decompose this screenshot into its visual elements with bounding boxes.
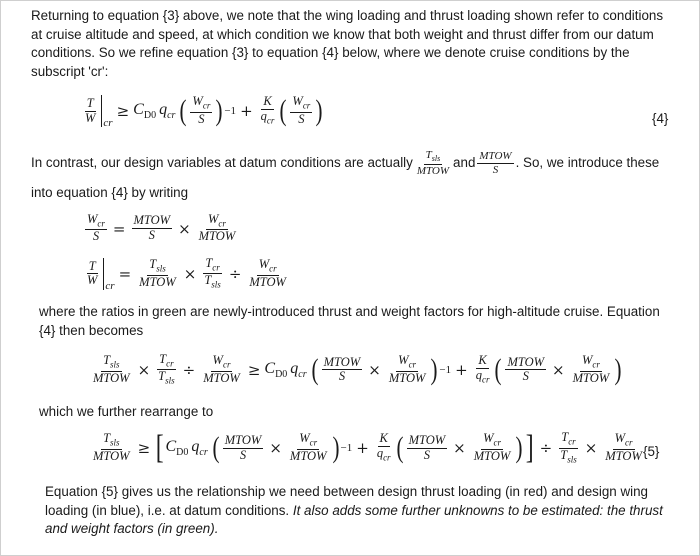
equation-thrust-loading-identity: $\frac{T}{W}$ cr = $\frac{T_{sls}}{\text{MTOW}}$ × $\frac{T_{cr}}{T_{sls}}$ ÷ $\frac{W_{cr}}{\text{MTOW}}$ xyxy=(87,256,286,292)
paragraph-factors: where the ratios in green are newly-introduced thrust and weight factors for high-altitude cruise. Equation {4} then becomes xyxy=(39,304,660,338)
paragraph-intro xyxy=(31,7,671,81)
equation-5: $\frac{T_{sls}}{\text{MTOW}}$ ≥ [ $C_{D0}$ $q_{cr}$ ( $\frac{\text{MTOW}}{S}$ × $\frac{W_{cr}}{\text{MTOW}}$ ) −1 + $\frac{K}{q_{cr}}$ ( $\frac{\text{MTOW}}{S}$ × $\frac{W_{cr}}{\text{MTOW}}$ ) ] ÷ $\frac{T_{cr}}{T_{sls}}$ × $\frac{W_{cr}}{\text{MTOW}}$ xyxy=(93,429,642,466)
equation-number-5: {5} xyxy=(643,444,660,459)
paragraph-rearrange: which we further rearrange to xyxy=(39,404,214,419)
conclusion-text: Equation {5} gives us the relationship we need between design thrust loading (in red) and design wing loading (in blue), i.e. at datum conditions. xyxy=(45,484,648,518)
thrust-loading-cr: $\frac{T}{W}$ cr xyxy=(85,95,113,129)
equation-wing-loading-identity: $\frac{W_{cr}}{S}$ = $\frac{\text{MTOW}}{S}$ × $\frac{W_{cr}}{\text{MTOW}}$ xyxy=(87,212,236,244)
paragraph-design-variables: In contrast, our design variables at datum conditions are actually $\frac{T_{sls}}{\text{MTOW}}$ and $\frac{\text{MTOW}}{S}$ . So, we introduce these xyxy=(31,149,660,177)
equation-4: $\frac{T}{W}$ cr ≥ $C_{D0}$ $q_{cr}$ ( $\frac{W_{cr}}{S}$ ) −1 + $\frac{K}{q_{cr}}$ ( $\frac{W_{cr}}{S}$ ) xyxy=(81,95,324,127)
paragraph-intro-text: Returning to equation {3} above, we note that the wing loading and thrust loading shown refer to conditions at cruise altitude and speed, at which condition we know that both weight and thrust differ from our datum conditions. So we refine equation {3} to equation {4} below, where we denote cruise conditions by the subscript 'cr': xyxy=(31,8,664,79)
paragraph-conclusion xyxy=(45,483,673,539)
equation-number-4: {4} xyxy=(652,111,669,126)
conclusion-italic-text: It also adds some further unknowns to be estimated: the thrust and weight factors (in green). xyxy=(45,502,663,536)
equation-combined: $\frac{T_{sls}}{\text{MTOW}}$ × $\frac{T_{cr}}{T_{sls}}$ ÷ $\frac{W_{cr}}{\text{MTOW}}$ ≥ $C_{D0}$ $q_{cr}$ ( $\frac{\text{MTOW}}{S}$ × $\frac{W_{cr}}{\text{MTOW}}$ ) −1 + $\frac{K}{q_{cr}}$ ( $\frac{\text{MTOW}}{S}$ × $\frac{W_{cr}}{\text{MTOW}}$ ) xyxy=(93,352,622,386)
paragraph-design-variables-cont: into equation {4} by writing xyxy=(31,185,189,200)
